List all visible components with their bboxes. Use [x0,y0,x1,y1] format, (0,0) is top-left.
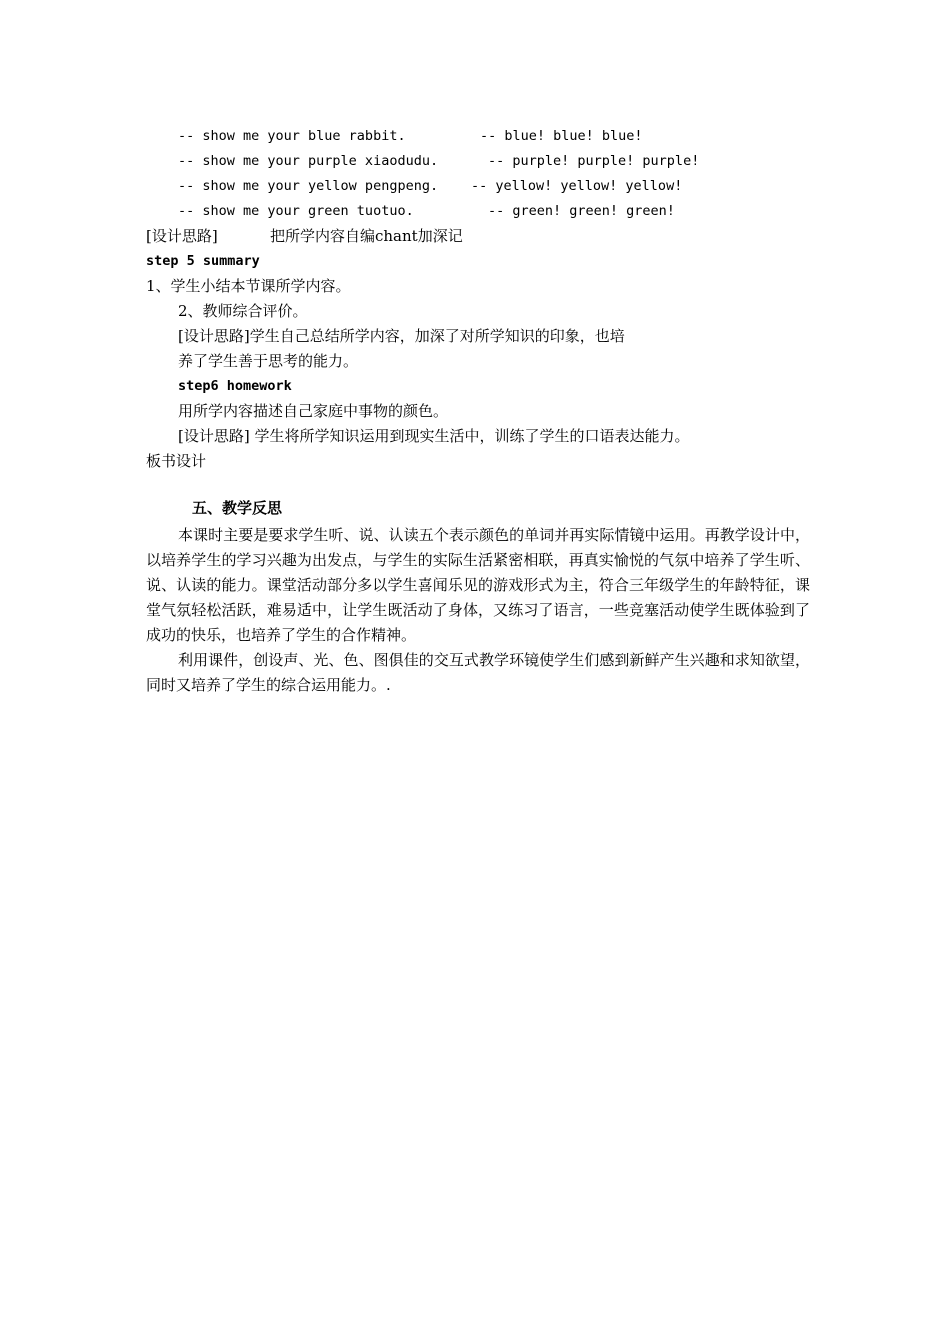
chant-line [146,124,810,149]
chant-answer: -- blue! blue! blue! [480,128,643,144]
design-note-1 [146,224,810,249]
step5-item-2: 2、教师综合评价。 [178,302,308,320]
step5-note-line-1: [设计思路]学生自己总结所学内容，加深了对所学知识的印象，也培 [178,327,625,345]
chant-answer: -- purple! purple! purple! [488,153,700,169]
chant-answer: -- yellow! yellow! yellow! [471,178,683,194]
reflection-paragraph-2: 利用课件，创设声、光、色、图俱佳的交互式教学环镜使学生们感到新鲜产生兴趣和求知欲望，同时又培养了学生的综合运用能力。. [146,651,810,694]
step5-item-1: 1、学生小结本节课所学内容。 [146,277,351,295]
chant-question: -- show me your blue rabbit. [178,128,406,144]
step6-title: step6 homework [178,378,292,394]
chant-question: -- show me your green tuotuo. [178,203,414,219]
chant-question: -- show me your purple xiaodudu. [178,153,439,169]
chant-line [146,199,810,224]
design-note-label: [设计思路] [146,227,218,245]
chant-question: -- show me your yellow pengpeng. [178,178,439,194]
chant-line [146,174,810,199]
step5-note-line-2: 养了学生善于思考的能力。 [178,352,359,370]
document-page [146,124,810,698]
chant-line [146,149,810,174]
reflection-paragraph-1: 本课时主要是要求学生听、说、认读五个表示颜色的单词并再实际情镜中运用。再教学设计中，以培养学生的学习兴趣为出发点，与学生的实际生活紧密相联，再真实愉悦的气氛中培养了学生听、说、认读的能力。课堂活动部分多以学生喜闻乐见的游戏形式为主，符合三年级学生的年龄特征，课堂气氛轻松活跃，难易适中，让学生既活动了身体，又练习了语言，一些竞塞活动使学生既体验到了成功的快乐，也培养了学生的合作精神。 [146,526,810,644]
chant-answer: -- green! green! green! [488,203,675,219]
step6-text: 用所学内容描述自己家庭中事物的颜色。 [178,402,449,420]
chant-block [146,124,810,224]
step6-note: [设计思路] 学生将所学知识运用到现实生活中，训练了学生的口语表达能力。 [178,427,690,445]
design-note-text: 把所学内容自编chant加深记 [270,227,463,245]
step5-title: step 5 summary [146,253,260,269]
board-design-label: 板书设计 [146,452,207,470]
reflection-heading: 五、教学反思 [192,499,283,517]
